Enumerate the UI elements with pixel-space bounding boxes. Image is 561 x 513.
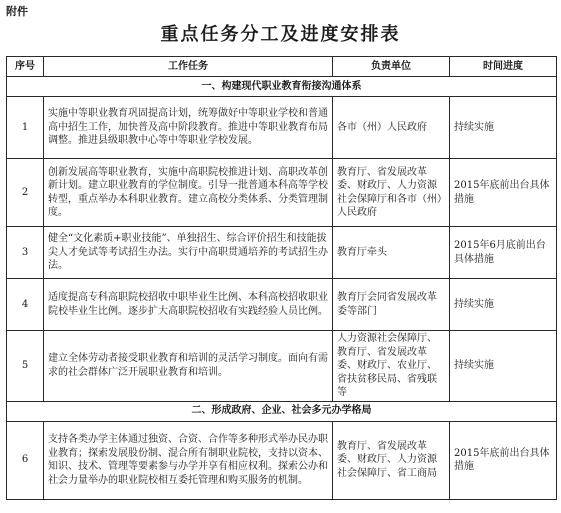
- task-cell: 适度提高专科高职院校招收中职毕业生比例、本科高校招收职业院校毕业生比例。逐步扩大高职院校招收有实践经验人员比例。: [44, 279, 333, 331]
- dept-cell: 各市（州）人民政府: [333, 97, 450, 159]
- task-cell: 支持各类办学主体通过独资、合资、合作等多种形式举办民办职业教育；探索发展股份制、混合所有制职业院校，支持以资本、知识、技术、管理等要素参与办学并享有相应权利。探索公办和社会力量举办的职业院校相互委托管理和购买服务的机制。: [44, 421, 333, 499]
- row-number: 5: [7, 331, 44, 402]
- row-number: 4: [7, 279, 44, 331]
- page-title: 重点任务分工及进度安排表: [160, 24, 401, 45]
- progress-cell: 持续实施: [450, 331, 557, 402]
- column-header-no: 序号: [7, 57, 44, 77]
- attachment-label: 附件: [6, 5, 28, 18]
- table-row: [7, 421, 557, 499]
- table-row: [7, 279, 557, 331]
- section-row: [7, 77, 557, 97]
- task-cell: 创新发展高等职业教育，实施中高职院校推进计划、高职改革创新计划。建立职业教育的学位制度。引导一批普通本科高等学校转型，重点举办本科职业教育。建立高校分类体系、分类管理制度。: [44, 159, 333, 227]
- progress-cell: 2015年6月底前出台具体措施: [450, 227, 557, 279]
- dept-cell: 教育厅牵头: [333, 227, 450, 279]
- column-header-progress: 时间进度: [450, 57, 557, 77]
- row-number: 6: [7, 421, 44, 499]
- task-cell: 健全“文化素质+职业技能”、单独招生、综合评价招生和技能拔尖人才免试等考试招生办法。实行中高职贯通培养的考试招生办法。: [44, 227, 333, 279]
- table-row: [7, 227, 557, 279]
- dept-cell: 人力资源社会保障厅、教育厅、省发展改革委、财政厅、农业厅、省扶贫移民局、省残联等: [333, 331, 450, 402]
- progress-cell: 持续实施: [450, 97, 557, 159]
- section-heading: 二、形成政府、企业、社会多元办学格局: [7, 401, 557, 421]
- dept-cell: 教育厅会同省发展改革委等部门: [333, 279, 450, 331]
- section-heading: 一、构建现代职业教育衔接沟通体系: [7, 77, 557, 97]
- section-row: [7, 401, 557, 421]
- progress-cell: 持续实施: [450, 279, 557, 331]
- dept-cell: 教育厅、省发展改革委、财政厅、人力资源社会保障厅、省工商局: [333, 421, 450, 499]
- table-row: [7, 331, 557, 402]
- table-header-row: [7, 57, 557, 77]
- task-cell: 实施中等职业教育巩固提高计划，统筹做好中等职业学校和普通高中招生工作，加快普及高中阶段教育。推进中等职业教育布局调整。推进县级职教中心等中等职业学校发展。: [44, 97, 333, 159]
- column-header-task: 工作任务: [44, 57, 333, 77]
- table-row: [7, 159, 557, 227]
- column-header-dept: 负责单位: [333, 57, 450, 77]
- row-number: 1: [7, 97, 44, 159]
- task-cell: 建立全体劳动者接受职业教育和培训的灵活学习制度。面向有需求的社会群体广泛开展职业教育和培训。: [44, 331, 333, 402]
- row-number: 3: [7, 227, 44, 279]
- progress-cell: 2015年底前出台具体措施: [450, 421, 557, 499]
- dept-cell: 教育厅、省发展改革委、财政厅、人力资源社会保障厅和各市（州）人民政府: [333, 159, 450, 227]
- progress-cell: 2015年底前出台具体措施: [450, 159, 557, 227]
- table-row: [7, 97, 557, 159]
- row-number: 2: [7, 159, 44, 227]
- task-schedule-table: [6, 56, 557, 500]
